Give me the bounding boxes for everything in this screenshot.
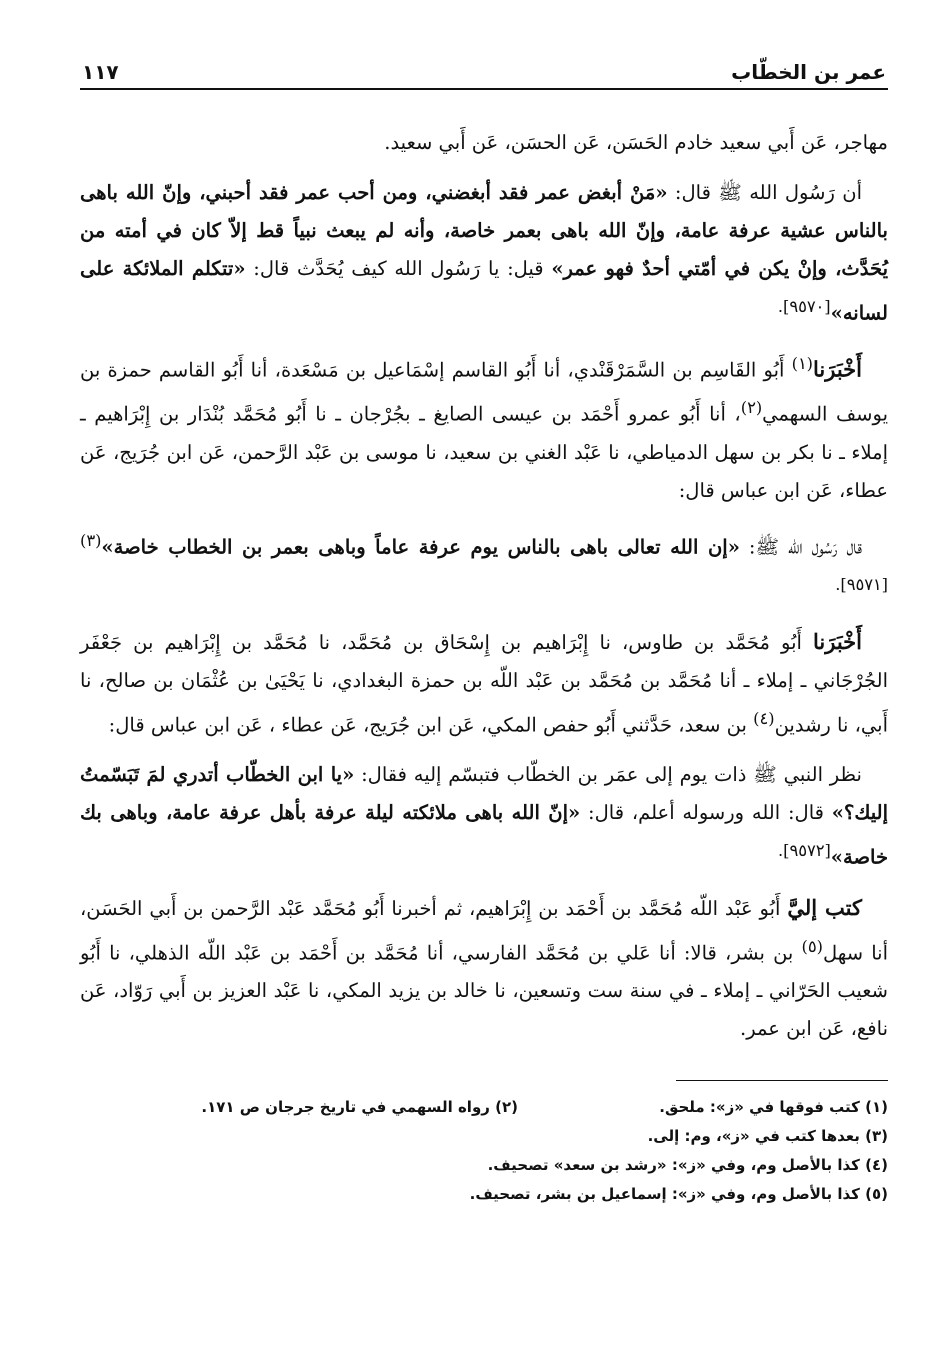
running-header [80, 52, 888, 90]
p2-mid: قيل: يا رَسُول الله كيف يُحَدَّث قال: [245, 257, 552, 280]
p7-text-2: بن بشر، قالا: أنا عَلي بن مُحَمَّد الفارسي، أنا مُحَمَّد بن أَحْمَد بن عَبْد اللّه الذهلي، نا أَبُو شعيب الحَرّاني ـ إملاء ـ في سنة ست وتسعين، نا خالد بن يزيد المكي، نا عَبْد العزيز بن أَبي رَوّاد، عَن نافع، عَن ابن عمر. [80, 941, 888, 1040]
p4-intro: قال رَسُول الله ﷺ: [739, 535, 862, 558]
paragraph-6 [80, 756, 888, 877]
paragraph-5 [80, 623, 888, 745]
p6-intro: نظر النبي ﷺ ذات يوم إلى عمَر بن الخطّاب فتبسّم إليه فقال: [354, 763, 862, 786]
paragraph-1 [80, 124, 888, 162]
footnote-1: (١) كتب فوقها في «ز»: ملحق. [659, 1098, 888, 1116]
p1-text: مهاجر، عَن أَبي سعيد خادم الحَسَن، عَن الحسَن، عَن أَبي سعيد. [384, 131, 888, 154]
footnote-row [80, 1122, 888, 1151]
footnote-5: (٥) كذا بالأصل وم، وفي «ز»: إسماعيل بن بشر، تصحيف. [469, 1185, 888, 1203]
main-text [80, 124, 888, 1048]
hadith-quote: «إن الله تعالى باهى بالناس يوم عرفة عاماً وباهى بعمر بن الخطاب خاصة» [101, 535, 740, 558]
running-title: عمر بن الخطّاب [731, 60, 886, 84]
p2-intro: أن رَسُول الله ﷺ قال: [667, 181, 862, 204]
p5-text-2: بن سعد، حَدَّثني أَبُو حفص المكي، عَن ابن جُرَيج، عَن عطاء ، عَن ابن عباس قال: [108, 713, 754, 736]
footnote-marker: (٣) [80, 530, 102, 550]
page-content [80, 52, 888, 1209]
footnote-marker: (٢) [740, 398, 763, 417]
p6-mid: قال: الله ورسوله أعلم، قال: [580, 801, 832, 824]
footnote-marker: (٥) [801, 936, 823, 956]
footnote-marker: (١) [791, 353, 814, 373]
footnote-4: (٤) كذا بالأصل وم، وفي «ز»: «رشد بن سعد» تصحيف. [487, 1156, 888, 1174]
p3-text-2: ، أنا أَبُو عمرو أَحْمَد بن عيسى الصايغ ـ بجُرْجان ـ نا أَبُو مُحَمَّد بُنْدَار بن إِبْرَاهيم ـ إملاء ـ نا بكر بن سهل الدمياطي، نا عَبْد الغني بن سعيد، نا موسى بن عَبْد الرَّحمن، عَن ابن جُرَيج، عَن عطاء، عَن ابن عباس قال: [80, 402, 888, 502]
footnote-row [80, 1180, 888, 1209]
footnotes [80, 1093, 888, 1209]
p7-text: أَبُو عَبْد اللّه مُحَمَّد بن أَحْمَد بن إِبْرَاهيم، ثم أخبرنا أَبُو مُحَمَّد عَبْد الرَّحمن بن أَبي الحَسَن، أنا سهل [80, 896, 888, 964]
hadith-quote: «يا ابن الخطّاب أتدري لمَ تَبَسّمتُ إليك؟» [80, 763, 888, 824]
paragraph-2 [80, 174, 888, 333]
isnad-keyword: أَخْبَرَنا [813, 356, 862, 381]
hadith-quote: «مَنْ أبغض عمر فقد أبغضني، ومن أحب عمر فقد أحبني، وإنّ الله باهى بالناس عشية عرفة عامة، وإنّ الله باهى بعمر خاصة، وأنه لم يبعث نبياً قط إلاّ كان في أمته من يُحَدَّث، وإنْ يكن في أمّتي أحدٌ فهو عمر» [80, 181, 888, 280]
footnote-divider [676, 1080, 888, 1081]
footnote-marker: (٤) [753, 708, 775, 728]
footnote-row [80, 1151, 888, 1180]
footnote-row [80, 1093, 888, 1122]
page-number: ١١٧ [82, 60, 119, 84]
paragraph-4 [80, 522, 888, 611]
paragraph-3 [80, 345, 888, 510]
hadith-number: [٩٥٧١]. [835, 575, 888, 594]
hadith-number: [٩٥٧٢]. [778, 841, 831, 860]
isnad-keyword: كتب إليَّ [787, 894, 862, 920]
footnote-2: (٢) رواه السهمي في تاريخ جرجان ص ١٧١. [201, 1098, 518, 1116]
p3-text: أَبُو القَاسِم بن السَّمَرْقَنْدي، أنا أَبُو القاسم إسْمَاعيل بن مَسْعَدة، أنا أَبُو القاسم حمزة بن يوسف السهمي [80, 358, 888, 426]
hadith-number: [٩٥٧٠]. [777, 297, 831, 316]
footnote-3: (٣) بعدها كتب في «ز»، وم: إلى. [647, 1127, 888, 1145]
hadith-quote: «تتكلم الملائكة على لسانه» [80, 257, 888, 325]
p5-text: أَبُو مُحَمَّد بن طاوس، نا إِبْرَاهيم بن إِسْحَاق بن مُحَمَّد، نا مُحَمَّد بن إِبْرَاهيم بن جَعْفَر الجُرْجَاني ـ إملاء ـ أنا مُحَمَّد بن مُحَمَّد بن عَبْد اللّه بن حمزة البغدادي، نا يَحْيَىٰ بن عُثْمَان بن صالح، نا أَبي، نا رشدين [80, 630, 888, 736]
hadith-quote: «إنّ الله باهى ملائكته ليلة عرفة بأهل عرفة عامة، وباهى بك خاصة» [80, 801, 888, 869]
isnad-keyword: أَخْبَرَنا [813, 628, 862, 654]
paragraph-7 [80, 889, 888, 1049]
